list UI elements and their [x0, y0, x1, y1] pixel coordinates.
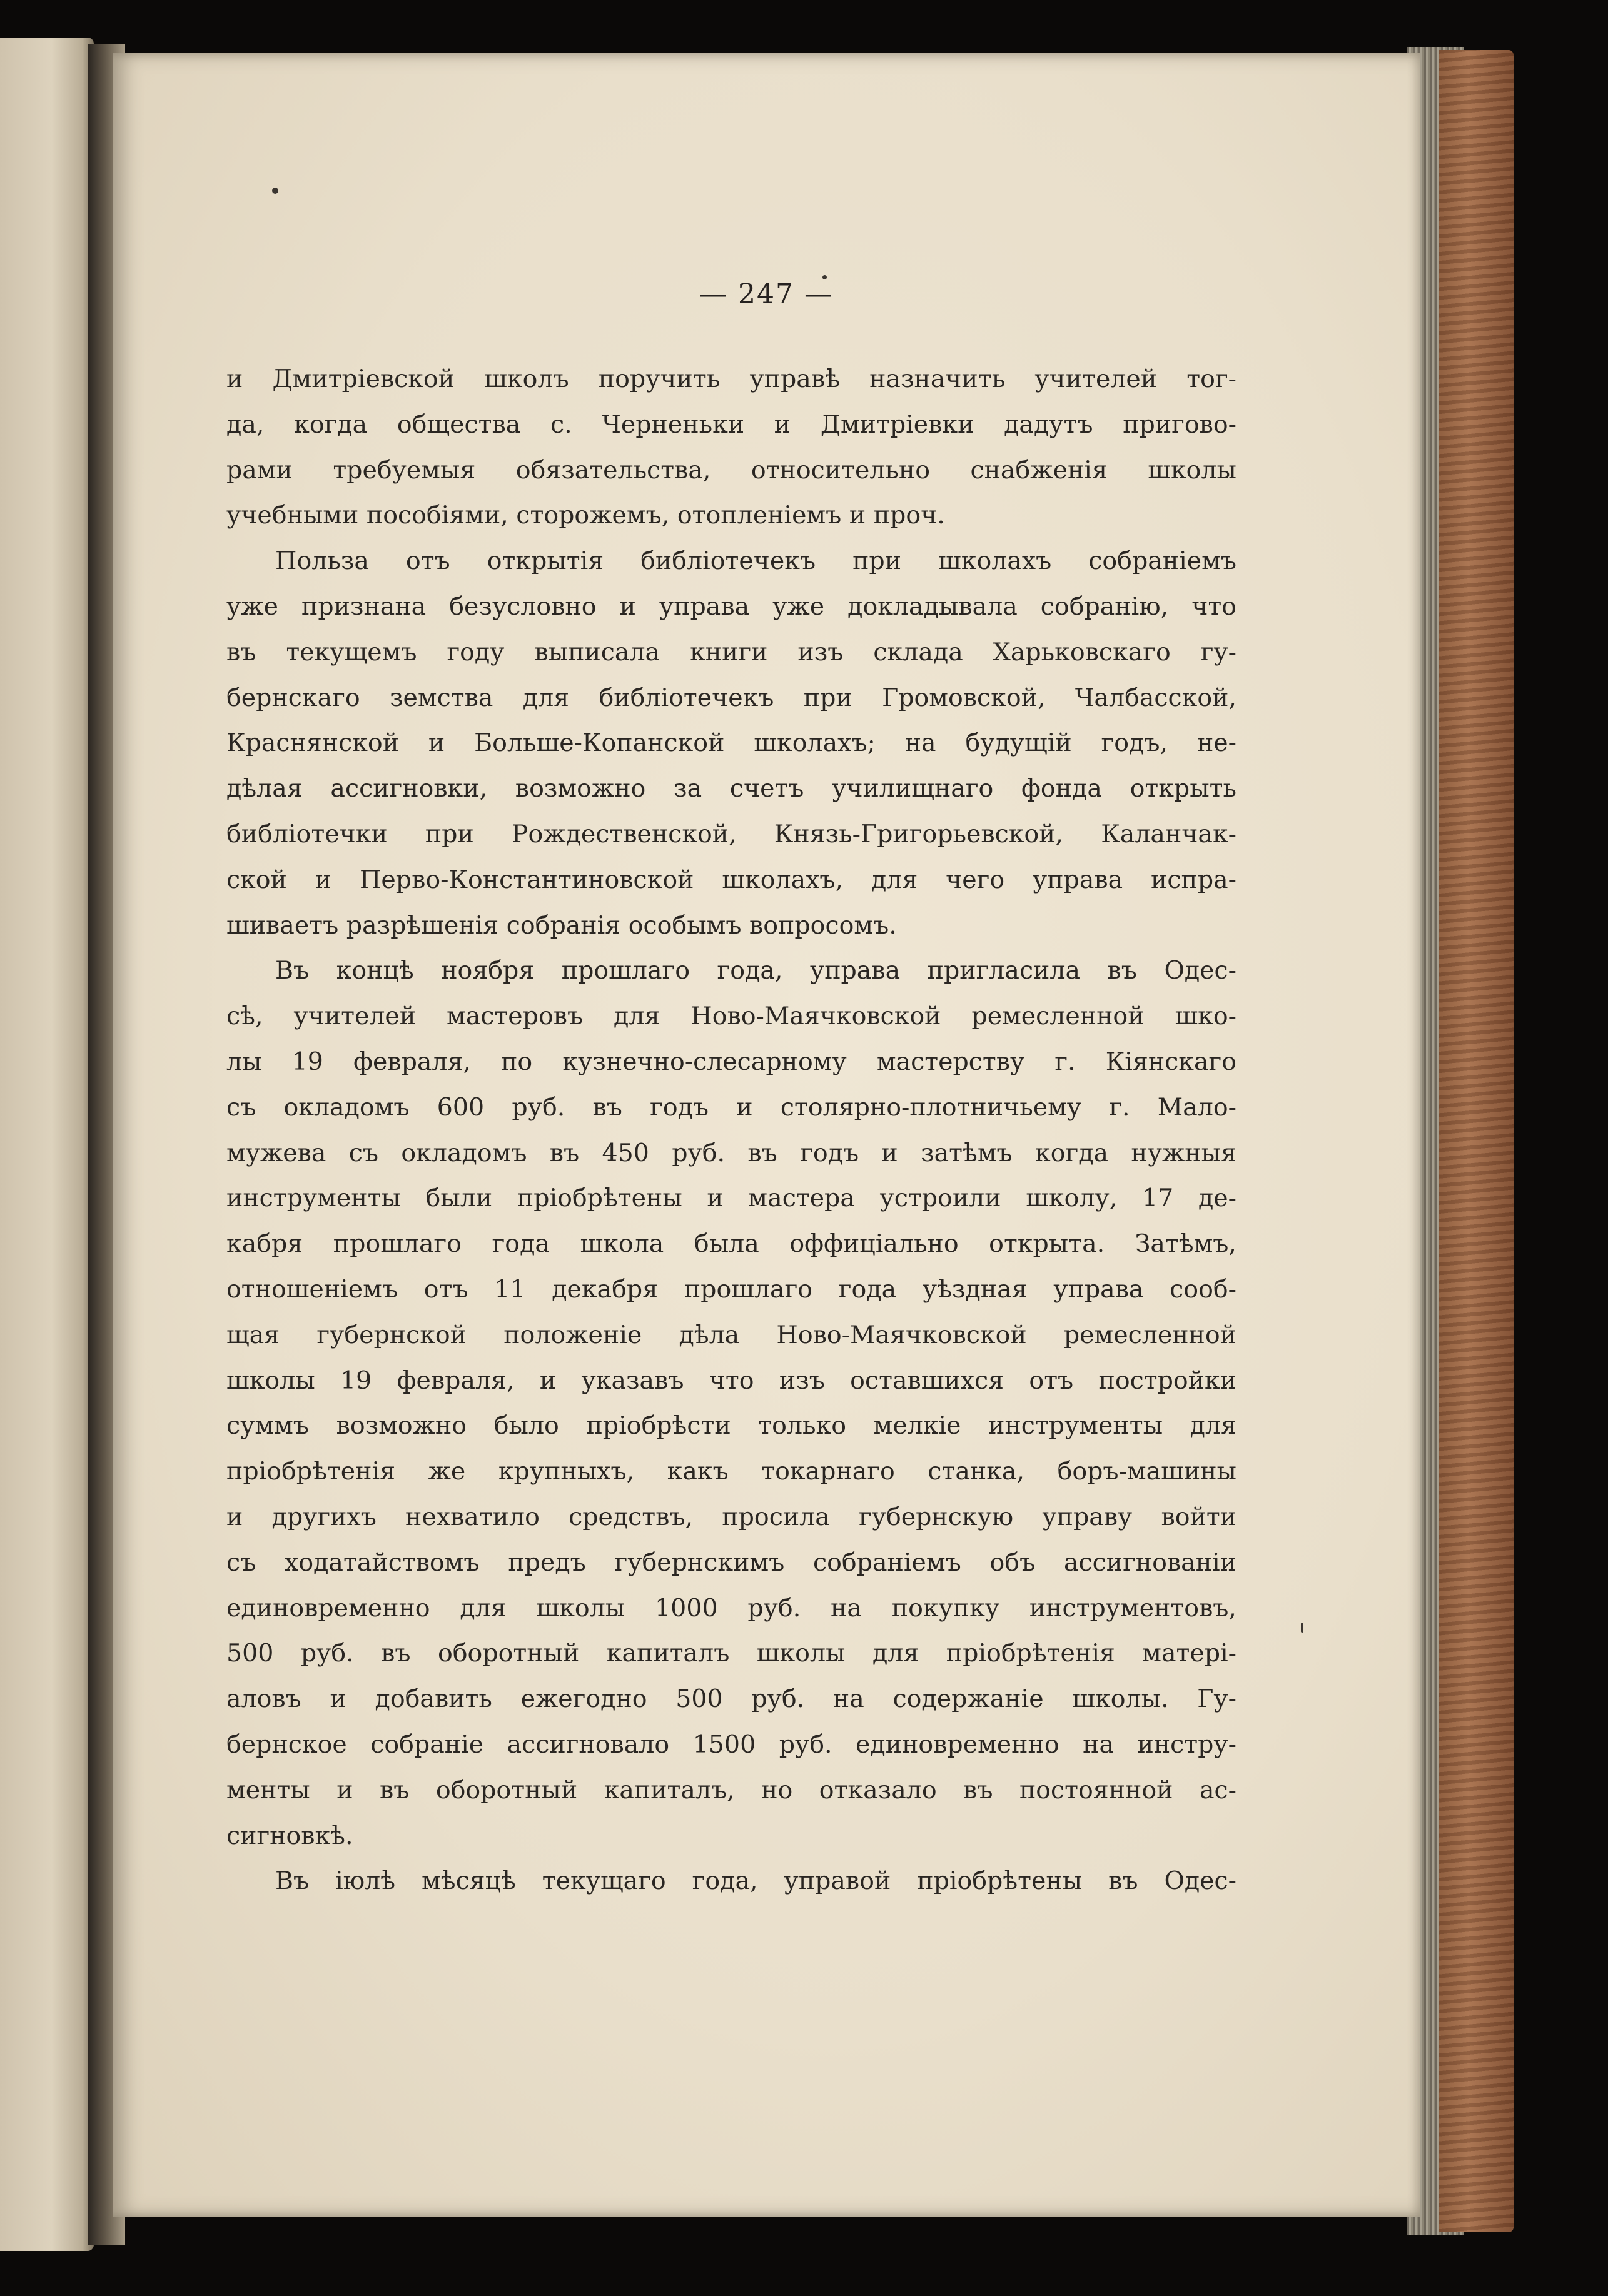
text-line: аловъ и добавить ежегодно 500 руб. на содержаніе школы. Гу- — [226, 1684, 1236, 1714]
text-line: Краснянской и Больше-Копанской школахъ; на будущій годъ, не- — [226, 728, 1236, 758]
text-line: кабря прошлаго года школа была оффиціально открыта. Затѣмъ, — [226, 1229, 1236, 1259]
text-line: библіотечки при Рождественской, Князь-Григорьевской, Каланчак- — [226, 819, 1236, 848]
text-line: бернскаго земства для библіотечекъ при Громовской, Чалбасской, — [226, 683, 1236, 712]
text-line: съ окладомъ 600 руб. въ годъ и столярно-плотничьему г. Мало- — [226, 1092, 1236, 1122]
text-line: 500 руб. въ оборотный капиталъ школы для пріобрѣтенія матері- — [226, 1639, 1236, 1668]
text-line: единовременно для школы 1000 руб. на покупку инструментовъ, — [226, 1593, 1236, 1623]
ink-speck — [272, 188, 278, 194]
text-line: дѣлая ассигновки, возможно за счетъ училищнаго фонда открыть — [226, 774, 1236, 803]
text-line: щая губернской положеніе дѣла Ново-Маячковской ремесленной — [226, 1320, 1236, 1349]
text-line: суммъ возможно было пріобрѣсти только мелкіе инструменты для — [226, 1411, 1236, 1441]
text-line: Въ концѣ ноября прошлаго года, управа пригласила въ Одес- — [275, 956, 1236, 985]
text-line: сѣ, учителей мастеровъ для Ново-Маячковской ремесленной шко- — [226, 1002, 1236, 1031]
text-line: отношеніемъ отъ 11 декабря прошлаго года уѣздная управа сооб- — [226, 1274, 1236, 1304]
body-text — [226, 356, 1236, 1904]
text-line: пріобрѣтенія же крупныхъ, какъ токарнаго станка, боръ-машины — [226, 1457, 1236, 1486]
text-line: мужева съ окладомъ въ 450 руб. въ годъ и затѣмъ когда нужныя — [226, 1138, 1236, 1167]
text-line: менты и въ оборотный капиталъ, но отказало въ постоянной ас- — [226, 1775, 1236, 1805]
text-line: и другихъ нехватило средствъ, просила губернскую управу войти — [226, 1502, 1236, 1531]
text-line: Польза отъ открытія библіотечекъ при школахъ собраніемъ — [275, 546, 1236, 576]
text-line: да, когда общества с. Черненьки и Дмитріевки дадутъ пригово- — [226, 410, 1236, 439]
book-page — [113, 53, 1420, 2217]
text-line: шиваетъ разрѣшенія собранія особымъ вопросомъ. — [226, 910, 897, 940]
text-line: и Дмитріевской школъ поручить управѣ назначить учителей тог- — [226, 365, 1236, 393]
text-line: инструменты были пріобрѣтены и мастера устроили школу, 17 де- — [226, 1184, 1236, 1213]
text-line: ской и Перво-Константиновской школахъ, для чего управа испра- — [226, 865, 1236, 894]
text-line: школы 19 февраля, и указавъ что изъ оставшихся отъ постройки — [226, 1366, 1236, 1395]
text-line: въ текущемъ году выписала книги изъ склада Харьковскаго гу- — [226, 637, 1236, 667]
text-line: съ ходатайствомъ предъ губернскимъ собраніемъ объ ассигнованіи — [226, 1548, 1236, 1577]
book-cover-board — [1439, 50, 1514, 2232]
text-line: сигновкѣ. — [226, 1821, 353, 1850]
page-number: — 247 — — [699, 278, 833, 310]
text-line: Въ іюлѣ мѣсяцѣ текущаго года, управой пріобрѣтены въ Одес- — [275, 1866, 1236, 1896]
text-line: лы 19 февраля, по кузнечно-слесарному мастерству г. Кіянскаго — [226, 1047, 1236, 1076]
text-line: уже признана безусловно и управа уже докладывала собранію, что — [226, 592, 1236, 621]
previous-page-edge — [0, 38, 94, 2251]
text-line: рами требуемыя обязательства, относительно снабженія школы — [226, 455, 1236, 485]
ink-speck — [1301, 1623, 1303, 1633]
text-line: бернское собраніе ассигновало 1500 руб. единовременно на инстру- — [226, 1730, 1236, 1759]
text-line: учебными пособіями, сторожемъ, отопленіемъ и проч. — [226, 501, 945, 530]
